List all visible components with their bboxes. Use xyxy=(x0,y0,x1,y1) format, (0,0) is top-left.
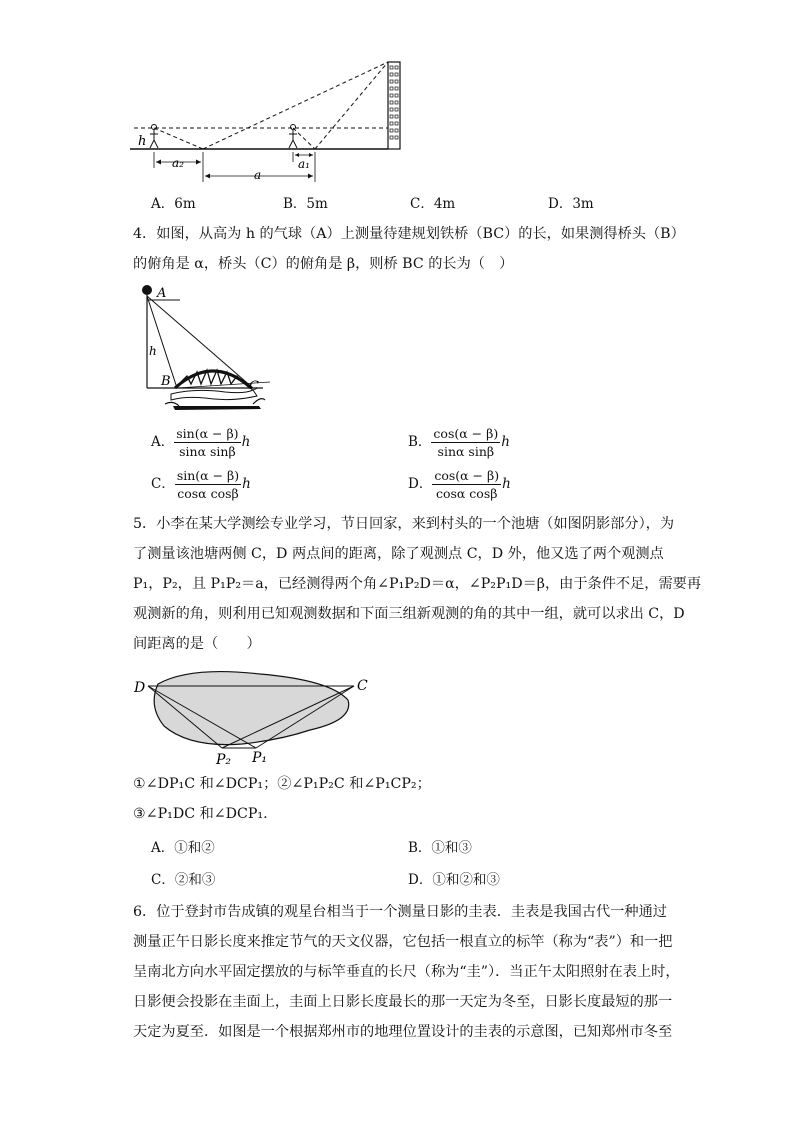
q5-P1-label: P₁ xyxy=(252,750,268,766)
q3-a1-label: a₁ xyxy=(298,157,310,171)
q5-D-label: D xyxy=(134,680,146,696)
q5-stem-line5: 间距离的是（ ） xyxy=(133,636,261,652)
q4-figure xyxy=(135,282,275,417)
q4-h-label: h xyxy=(149,344,157,358)
q5-stem-line2: 了测量该池塘两侧 C，D 两点间的距离，除了观测点 C，D 外，他又选了两个观测点 xyxy=(133,546,664,562)
q5-stem-line1: 5．小李在某大学测绘专业学习，节日回家，来到村头的一个池塘（如图阴影部分），为 xyxy=(133,516,675,532)
q6-stem-line3: 呈南北方向水平固定摆放的与标竿垂直的长尺（称为“圭”）．当正午太阳照射在表上时， xyxy=(133,964,680,980)
q5-option-d[interactable]: D．①和②和③ xyxy=(408,872,500,888)
q4-stem-line1: 4．如图，从高为 h 的气球（A）上测量待建规划铁桥（BC）的长，如果测得桥头（B） xyxy=(133,226,685,242)
q5-C-label: C xyxy=(357,678,368,694)
q3-option-b[interactable]: B．5m xyxy=(283,196,328,212)
q3-figure xyxy=(130,58,420,188)
q3-option-d[interactable]: D．3m xyxy=(548,196,594,212)
q5-stem-line3: P₁，P₂，且 P₁P₂＝a，已经测得两个角∠P₁P₂D＝α，∠P₂P₁D＝β，由于条件不足，需要再 xyxy=(133,576,702,592)
q4-option-a[interactable]: A． $\frac{\sin(\alpha - \beta)}{\text{sinα sinβ}}$ h xyxy=(151,426,251,459)
q3-a2-label: a₂ xyxy=(172,156,184,170)
q5-option-b[interactable]: B．①和③ xyxy=(408,840,472,856)
q4-option-c[interactable]: C． $\frac{\sin(\alpha - \beta)}{\text{cosα cosβ}}$ h xyxy=(151,468,251,501)
q4-stem-line2: 的俯角是 α，桥头（C）的俯角是 β，则桥 BC 的长为（ ） xyxy=(133,256,514,272)
q3-option-a[interactable]: A．6m xyxy=(151,196,196,212)
q4-B-label: B xyxy=(161,374,171,389)
q4-option-b[interactable]: B． $\frac{\cos(\alpha - \beta)}{\text{sinα sinβ}}$ h xyxy=(408,426,510,459)
q5-option-c[interactable]: C．②和③ xyxy=(151,872,216,888)
q5-option-a[interactable]: A．①和② xyxy=(151,840,215,856)
q3-h-label: h xyxy=(138,134,147,149)
q6-stem-line4: 日影便会投影在圭面上，圭面上日影长度最长的那一天定为冬至，日影长度最短的那一 xyxy=(133,994,673,1010)
q5-conditions-line1: ①∠DP₁C 和∠DCP₁；②∠P₁P₂C 和∠P₁CP₂； xyxy=(133,776,431,792)
q5-figure xyxy=(130,668,380,768)
q4-C-label: C xyxy=(249,379,259,394)
q5-P2-label: P₂ xyxy=(216,752,232,768)
q3-a-label: a xyxy=(254,168,262,182)
q4-A-label: A xyxy=(157,286,167,301)
q3-option-c[interactable]: C．4m xyxy=(410,196,456,212)
q5-conditions-line2: ③∠P₁DC 和∠DCP₁. xyxy=(133,806,268,822)
q6-stem-line2: 测量正午日影长度来推定节气的天文仪器，它包括一根直立的标竿（称为“表”）和一把 xyxy=(133,934,673,950)
q6-stem-line1: 6．位于登封市告成镇的观星台相当于一个测量日影的圭表．圭表是我国古代一种通过 xyxy=(133,904,667,920)
q4-option-d[interactable]: D． $\frac{\cos(\alpha - \beta)}{\text{cosα cosβ}}$ h xyxy=(408,468,511,501)
q5-stem-line4: 观测新的角，则利用已知观测数据和下面三组新观测的角的其中一组，就可以求出 C，D xyxy=(133,606,685,622)
q6-stem-line5: 天定为夏至．如图是一个根据郑州市的地理位置设计的圭表的示意图，已知郑州市冬至 xyxy=(133,1024,673,1040)
